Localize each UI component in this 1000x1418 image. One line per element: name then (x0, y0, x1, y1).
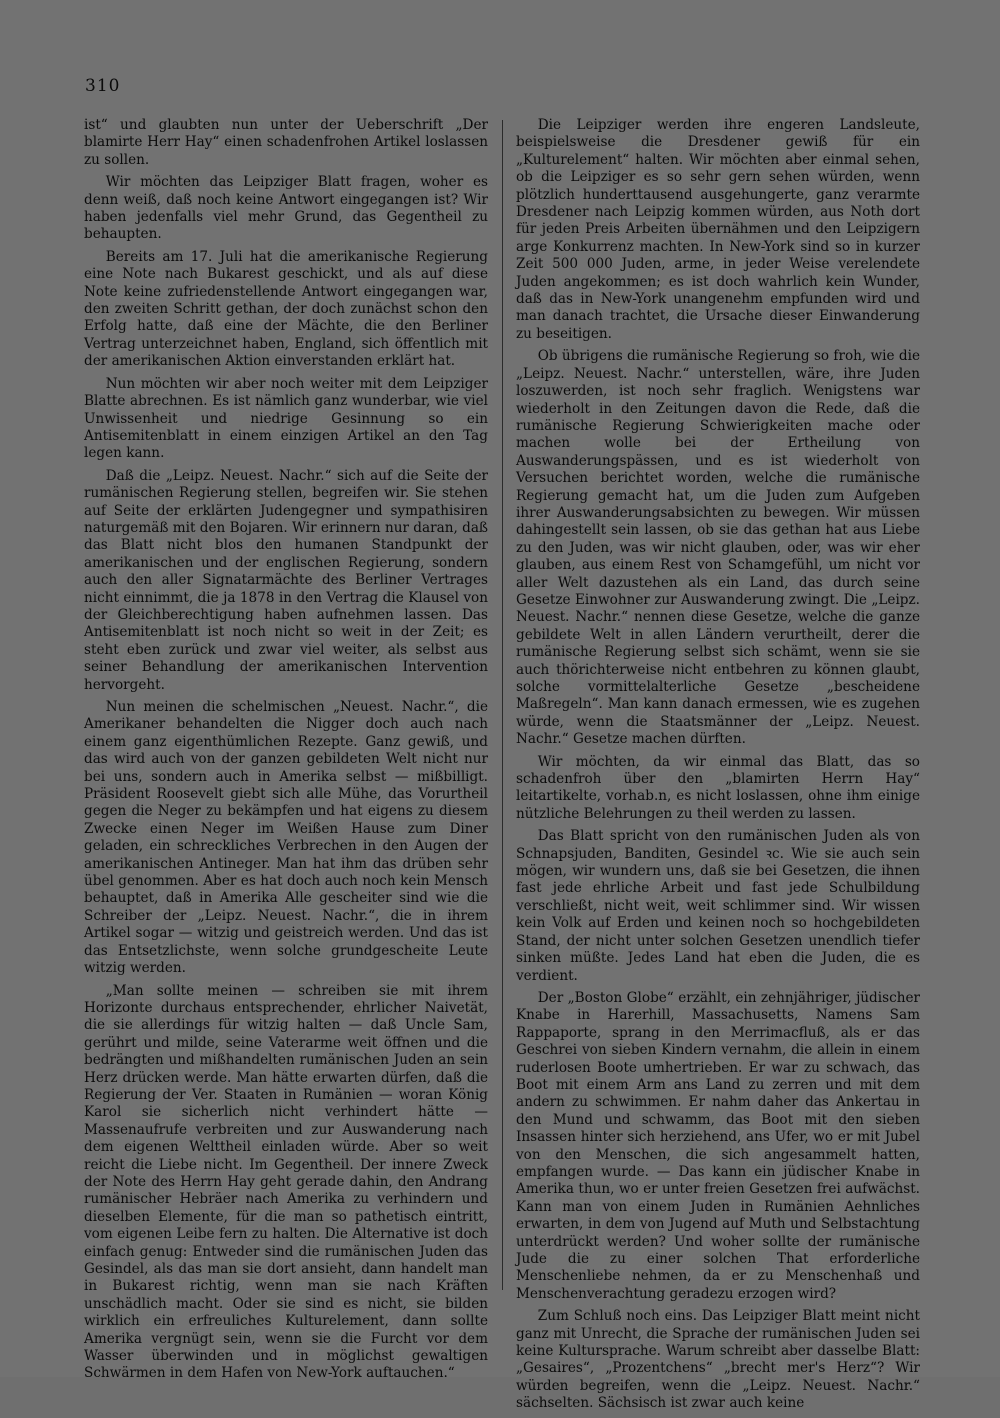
paragraph: Die Leipziger werden ihre engeren Landsleute, beispielsweise die Dresdener gewiß für ein „Kulturelement“ halten. Wir möchten aber einmal sehen, ob die Leipziger es so sehr gern sehen würden, wenn plötzlich hunderttausend ausgehungerte, ganz verarmte Dresdener nach Leipzig kommen würden, aus Noth dort für jeden Preis Arbeiten übernähmen und den Leipzigern arge Konkurrenz machten. In New-York sind so in kurzer Zeit 500 000 Juden, arme, in jeder Weise verelendete Juden angekommen; es ist doch wahrlich kein Wunder, daß das in New-York unangenehm empfunden wird und man danach trachtet, die Ursache dieser Einwanderung zu beseitigen. (516, 117, 920, 342)
paragraph: Daß die „Leipz. Neuest. Nachr.“ sich auf die Seite der rumänischen Regierung stellen, begreifen wir. Sie stehen auf Seite der erklärten Judengegner und sympathisiren naturgemäß mit den Bojaren. Wir erinnern nur daran, daß das Blatt nicht blos den humanen Standpunkt der amerikanischen und der englischen Regierung, sondern auch den aller Signatarmächte des Berliner Vertrages nicht einnimmt, die ja 1878 in den Vertrag die Klausel von der Gleichberechtigung haben aufnehmen lassen. Das Antisemitenblatt ist noch nicht so weit in der Zeit; es steht eben zurück und zwar viel weiter, als selbst aus seiner Behandlung der amerikanischen Intervention hervorgeht. (84, 467, 488, 693)
page-number: 310 (85, 76, 121, 96)
paragraph: Zum Schluß noch eins. Das Leipziger Blatt meint nicht ganz mit Unrecht, die Sprache der rumänischen Juden sei keine Kultursprache. Warum schreibt aber dasselbe Blatt: „Gesaires“, „Prozentchens“ „brecht mer's Herz“? Wir würden begreifen, wenn die „Leipz. Neuest. Nachr.“ sächselten. Sächsisch ist zwar auch keine (516, 1308, 920, 1412)
paragraph: Nun meinen die schelmischen „Neuest. Nachr.“, die Amerikaner behandelten die Nigger doch auch nach einem ganz eigenthümlichen Rezepte. Ganz gewiß, und das wird auch von der ganzen gebildeten Welt nicht nur bei uns, sondern auch in Amerika selbst — mißbilligt. Präsident Roosevelt giebt sich alle Mühe, das Vorurtheil gegen die Neger zu bekämpfen und hat eigens zu diesem Zwecke einen Neger im Weißen Hause zum Diner geladen, ein schreckliches Verbrechen in den Augen der amerikanischen Antineger. Man hat ihm das drüben sehr übel genommen. Aber es hat doch auch noch kein Mensch behauptet, daß in Amerika Alle gescheiter sind wie die Schreiber der „Leipz. Neuest. Nachr.“, die in ihrem Artikel sogar — witzig und geistreich werden. Und das ist das Entsetzlichste, wenn solche grundgescheite Leute witzig werden. (84, 699, 488, 977)
paragraph: Bereits am 17. Juli hat die amerikanische Regierung eine Note nach Bukarest geschickt, und als auf diese Note keine zufriedenstellende Antwort eingegangen war, den zweiten Schritt gethan, der doch zunächst schon den Erfolg hatte, daß eine der Mächte, die den Berliner Vertrag unterzeichnet haben, England, sich öffentlich mit der amerikanischen Aktion einverstanden erklärt hat. (84, 248, 488, 370)
paragraph: „Man sollte meinen — schreiben sie mit ihrem Horizonte durchaus entsprechender, ehrlicher Naivetät, die sie allerdings für witzig halten — daß Uncle Sam, gerührt und milde, seine Vaterarme weit öffnen und die bedrängten und mißhandelten rumänischen Juden an sein Herz drücken werde. Man hätte erwarten dürfen, daß die Regierung der Ver. Staaten in Rumänien — woran König Karol sie sicherlich nicht verhindert hätte — Massenaufrufe verbreiten und zur Auswanderung nach dem eigenen Welttheil einladen würde. Aber so weit reicht die Liebe nicht. Im Gegentheil. Der innere Zweck der Note des Herrn Hay geht gerade dahin, den Andrang rumänischer Hebräer nach Amerika zu verhindern und dieselben Elemente, für die man so pathetisch eintritt, vom eigenen Leibe fern zu halten. Die Alternative ist doch einfach genug: Entweder sind die rumänischen Juden das Gesindel, als das man sie dort ansieht, dann handelt man in Bukarest richtig, wenn man sie nach Kräften unschädlich macht. Oder sie sind es nicht, sie bilden wirklich ein erfreuliches Kulturelement, dann sollte Amerika vergnügt sein, wenn sie die Furcht vor dem Wasser überwinden und in möglichst gewaltigen Schwärmen in dem Hafen von New-York auftauchen.“ (84, 982, 488, 1382)
paragraph: Der „Boston Globe“ erzählt, ein zehnjähriger, jüdischer Knabe in Harerhill, Massachusetts, Namens Sam Rappaporte, sprang in den Merrimacfluß, als er das Geschrei von sieben Kindern vernahm, die allein in einem ruderlosen Boote umhertrieben. Er war zu schwach, das Boot mit einem Arm ans Land zu zerren und mit dem andern zu schwimmen. Er nahm daher das Ankertau in den Mund und schwamm, das Boot mit den sieben Insassen hinter sich herziehend, ans Ufer, wo er mit Jubel von den Menschen, die sich angesammelt hatten, empfangen wurde. — Das kann ein jüdischer Knabe in Amerika thun, wo er unter freien Gesetzen frei aufwächst. Kann man von einem Juden in Rumänien Aehnliches erwarten, in dem von Jugend auf Muth und Selbstachtung unterdrückt werden? Und woher sollte der rumänische Jude die zu einer solchen That erforderliche Menschenliebe nehmen, da er zu Menschenhaß und Menschenverachtung geradezu erzogen wird? (516, 989, 920, 1302)
paragraph: Wir möchten, da wir einmal das Blatt, das so schadenfroh über den „blamirten Herrn Hay“ leitartikelte, vorhab.n, es nicht loslassen, ohne ihm einige nützliche Belehrungen zu theil werden zu lassen. (516, 753, 920, 822)
paragraph: ist“ und glaubten nun unter der Ueberschrift „Der blamirte Herr Hay“ einen schadenfrohen Artikel loslassen zu sollen. (84, 117, 488, 168)
paragraph: Ob übrigens die rumänische Regierung so froh, wie die „Leipz. Neuest. Nachr.“ unterstellen, wäre, ihre Juden loszuwerden, ist noch sehr fraglich. Wenigstens war wiederholt in den Zeitungen davon die Rede, daß die rumänische Regierung Schwierigkeiten mache oder machen wolle bei der Ertheilung von Auswanderungspässen, und es ist wiederholt von Versuchen berichtet worden, welche die rumänische Regierung gemacht hat, um die Juden zum Aufgeben ihrer Auswanderungsabsichten zu bewegen. Wir müssen dahingestellt sein lassen, ob sie das gethan hat aus Liebe zu den Juden, was wir nicht glauben, oder, was wir eher glauben, aus einem Rest von Schamgefühl, um nicht vor aller Welt dazustehen als ein Land, das durch seine Gesetze Einwohner zur Auswanderung zwingt. Die „Leipz. Neuest. Nachr.“ nennen diese Gesetze, welche die ganze gebildete Welt in allen Ländern verurtheilt, derer die rumänische Regierung selbst sich schämt, wenn sie sie auch thörichterweise nicht entbehren zu können glaubt, solche vormittelalterliche Gesetze „bescheidene Maßregeln“. Man kann danach ermessen, wie es zugehen würde, wenn die Staatsmänner der „Leipz. Neuest. Nachr.“ Gesetze machen dürften. (516, 348, 920, 748)
paragraph: Nun möchten wir aber noch weiter mit dem Leipziger Blatte abrechnen. Es ist nämlich ganz wunderbar, wie viel Unwissenheit und niedrige Gesinnung so ein Antisemitenblatt in einem einzigen Artikel an den Tag legen kann. (84, 375, 488, 462)
column-divider (502, 120, 503, 1290)
left-column (84, 117, 488, 1388)
paragraph: Wir möchten das Leipziger Blatt fragen, woher es denn weiß, daß noch keine Antwort eingegangen ist? Wir haben jedenfalls viel mehr Grund, das Gegentheil zu behaupten. (84, 174, 488, 243)
paragraph: Das Blatt spricht von den rumänischen Juden als von Schnapsjuden, Banditen, Gesindel ꝛc. Wie sie auch sein mögen, wir wundern uns, daß sie bei Gesetzen, die ihnen fast jede ehrliche Arbeit und fast jede Schulbildung verschließt, nicht weit, weit schlimmer sind. Wir wissen kein Volk auf Erden und keinen noch so hochgebildeten Stand, der nicht unter solchen Gesetzen unendlich tiefer sinken müßte. Jedes Land hat eben die Juden, die es verdient. (516, 828, 920, 984)
right-column (516, 117, 920, 1418)
